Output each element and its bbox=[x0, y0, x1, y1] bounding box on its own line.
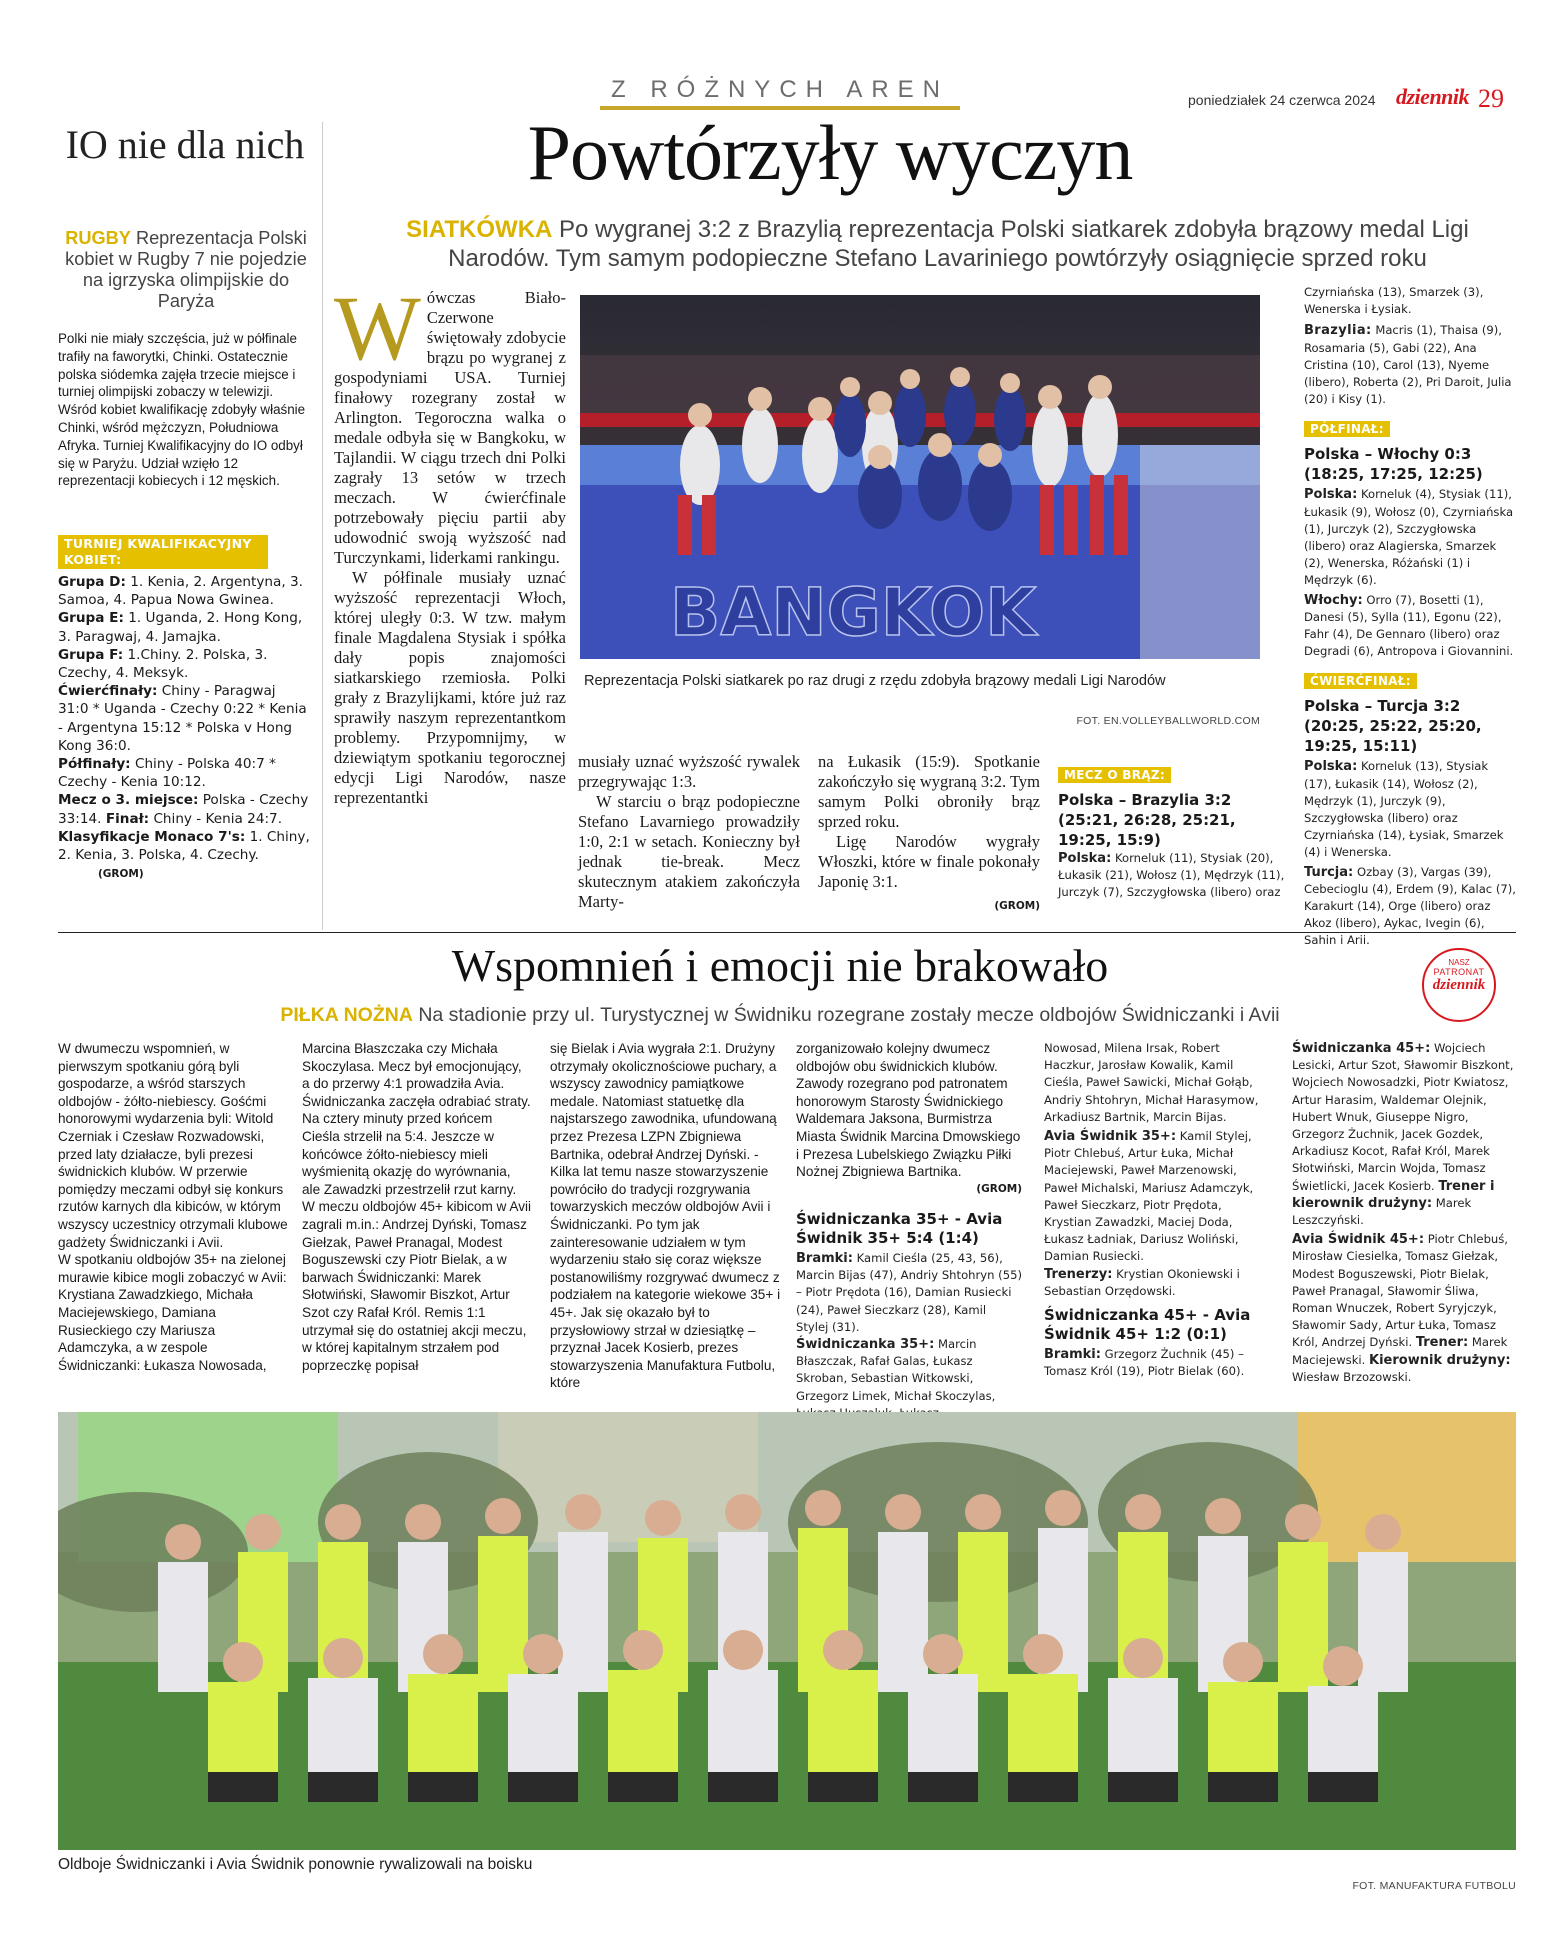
football-col6 bbox=[1292, 1040, 1516, 1386]
volley-col1-first: ówczas Biało-Czerwone świętowały zdobycie brązu po wygranej z gospodyniami USA. Turniej finałowy rozegrany został w Arlington. Tegoroczna walka o medale odbyła się w Bangkoku, w Tajlandii. W ciągu trzech dni Polki zagrały 13 setów w trzech meczach. W ćwierćfinale potrzebowały pięciu partii aby udowodnić swoją wyższość nad Turczynkami, liderkami rankingu. bbox=[334, 288, 566, 567]
volley-qf-tag: ĆWIERĆFINAŁ: bbox=[1304, 673, 1417, 689]
volley-col1-second: W półfinale musiały uznać wyższość reprezentacji Włoch, której uległy 0:3. W tzw. małym finale Magdalena Stysiak i spółka dały popis znajomości siatkarskiego rzemiosła. Polki grały z Brazylijkami, które już raz sprawiły naszym reprezentantkom problemy. Przypomnijmy, w dziewiątym spotkaniu tegorocznej edycji Ligi Narodów, nasze reprezentantki bbox=[334, 568, 566, 807]
rugby-author: (GROM) bbox=[98, 868, 144, 881]
rugby-body: Polki nie miały szczęścia, już w półfinale trafiły na faworytki, Chinki. Ostatecznie polska siódemka zajęła trzecie miejsce i turniej olimpijski zobaczy w telewizji. Wśród kobiet kwalifikację zdobyły właśnie Chinki, wśród mężczyzn, Południowa Afryka. Turniej Kwalifikacyjny do IO odbył się w Paryżu. Udział wzięło 12 reprezentacji kobiecych i 12 męskich. bbox=[58, 331, 306, 489]
football-col1-second: W spotkaniu oldbojów 35+ na zielonej murawie kibice mogli zobaczyć w Avii: Krystiana Zawadzkiego, Michała Maciejewskiego, Damiana Rusieckiego czy Mariusza Adamczyka, a w zespole Świdniczanki: Łukasza Nowosada, bbox=[58, 1252, 287, 1373]
football-col2-second: W meczu oldbojów 45+ kibicom w Avii zagrali m.in.: Andrzej Dyński, Tomasz Giełzak, Paweł Pranagal, Modest Boguszewski czy Piotr Bielak, a w barwach Świdniczanki: Marek Słotwiński, Sławomir Biszkot, Artur Szot czy Rafał Król. Remis 1:1 utrzymał się do ostatniej akcji meczu, w której kapitalnym strzałem pod poprzeczkę popisał bbox=[302, 1199, 532, 1373]
rugby-result-row: Grupa F: 1.Chiny. 2. Polska, 3. Czechy, 4. Meksyk. bbox=[58, 646, 268, 682]
patronage-badge-mid: PATRONAT bbox=[1433, 967, 1485, 977]
football-photo-illustration bbox=[58, 1412, 1516, 1850]
volley-col2-first: musiały uznać wyższość rywalek przegrywając 1:3. bbox=[578, 752, 800, 791]
svg-text:BANGKOK: BANGKOK bbox=[670, 574, 1037, 651]
volley-side-brazil: Brazylia: Macris (1), Thaisa (9), Rosamaria (5), Gabi (22), Ana Cristina (10), Carol (13), Nyeme (libero), Roberta (2), Pri Daroit, Julia (20) i Kisy (1). bbox=[1304, 323, 1512, 407]
issue-date: poniedziałek 24 czerwca 2024 bbox=[1188, 92, 1376, 108]
football-m2-goals: Bramki: Grzegorz Żuchnik (45) – Tomasz Król (19), Piotr Bielak (60). bbox=[1044, 1347, 1245, 1379]
volley-col3 bbox=[818, 752, 1040, 916]
volley-col2-second: W starciu o brąz podopieczne Stefano Lavarniego prowadziły 1:0, 2:1 w setach. Konieczny był jednak tie-break. Mecz skutecznym atakiem zakończyła Marty- bbox=[578, 792, 800, 911]
volley-photo-credit: FOT. EN.VOLLEYBALLWORLD.COM bbox=[1076, 715, 1260, 727]
volley-qf-poland: Polska: Korneluk (13), Stysiak (17), Łukasik (14), Wołosz (2), Mędrzyk (1), Jurczyk (9), Szczygłowska (libero) oraz Czyrniańska (14), Łysiak, Smarzek (4) i Wenerska. bbox=[1304, 759, 1504, 860]
football-col4 bbox=[796, 1040, 1022, 1198]
volley-bronze-box bbox=[1058, 766, 1286, 902]
page-number: 29 bbox=[1478, 84, 1504, 113]
football-col1 bbox=[58, 1040, 288, 1374]
football-m1-swidniczanka: Świdniczanka 35+: Marcin Błaszczak, Rafał Galas, Łukasz Skroban, Sebastian Witkowski, Grzegorz Limek, Michał Skoczylas, bbox=[796, 1337, 996, 1403]
football-m1-goals: Bramki: Kamil Cieśla (25, 43, 56), Marcin Bijas (47), Andriy Shtohryn (55) – Piotr Prędota (16), Damian Rusiecki (24), Paweł Sieczkarz (28), Kamil Stylej (31). bbox=[796, 1251, 1022, 1334]
volley-side-top: Czyrniańska (13), Smarzek (3), Wenerska i Łysiak. bbox=[1304, 285, 1484, 317]
football-col2-first: Marcina Błaszczaka czy Michała Skoczylasa. Mecz był emocjonujący, a do przerwy 4:1 prowadziła Avia. Świdniczanka zaczęła odrabiać straty. Na cztery minuty przed końcem Cieśla strzelił na 5:4. Jeszcze w końcówce żółto-niebiescy mieli wyśmienitą okazję do wyrównania, ale Zawadzki przestrzelił rzut karny. bbox=[302, 1041, 531, 1197]
football-col3: się Bielak i Avia wygrała 2:1. Drużyny otrzymały okolicznościowe puchary, a wszyscy zawodnicy pamiątkowe medale. Natomiast statuetkę dla najstarszego zawodnika, ufundowaną przez Prezesa LZPN Zbigniewa Bartnika, odebrał Andrzej Dyński. - Kilka lat temu nasze stowarzyszenie powróciło do tradycji rozgrywania towarzyskich meczów oldbojów Avii i Świdniczanki. Po tym jak zainteresowanie udziałem w tym wydarzeniu stało się coraz większe postanowiliśmy rozgrywać dwumecz z podziałem na kategorie wiekowe 35+ i 45+. Jak się okazało był to przysłowiowy strzał w dziesiątkę – przyznał Jacek Kosierb, prezes stowarzyszenia Manufaktura Futbolu, które bbox=[550, 1041, 781, 1391]
football-m2-avia: Avia Świdnik 45+: Piotr Chlebuś, Mirosław Ciesielka, Tomasz Giełzak, Modest Boguszewski, Piotr Bielak, Paweł Pranagal, Sławomir Śliwa, Roman Wnuczek, Robert Syryjczyk, Sławomir Sady, Artur Łuka, Tomasz Król, Andrzej Dyński. Trener: Marek Maciejewski. Kierownik drużyny: Wiesław Brzozowski. bbox=[1292, 1232, 1511, 1384]
football-m1-title: Świdniczanka 35+ - Avia Świdnik 35+ 5:4 (1:4) bbox=[796, 1210, 1003, 1247]
football-photo-credit: FOT. MANUFAKTURA FUTBOLU bbox=[1352, 1880, 1516, 1892]
rugby-lead bbox=[64, 228, 308, 312]
volley-bronze-poland: Polska: Korneluk (11), Stysiak (20), Łukasik (21), Wołosz (1), Mędrzyk (11), Jurczyk (7), Szczygłowska (libero) oraz bbox=[1058, 851, 1285, 900]
football-m1-avia: Avia Świdnik 35+: Kamil Stylej, Piotr Chlebuś, Artur Łuka, Michał Maciejewski, Paweł Marzenowski, Paweł Michalski, Mariusz Adamczyk, Paweł Sieczkarz, Piotr Prędota, Krystian Zawadzki, Maciej Doda, Łukasz Ładniak, Dariusz Woliński, Damian Rusiecki. bbox=[1044, 1129, 1254, 1264]
volley-semi-poland: Polska: Korneluk (4), Stysiak (11), Łukasik (9), Wołosz (0), Czyrniańska (1), Jurczyk (2), Szczygłowska (libero) oraz Alagierska, Smarzek (2), Wenerska, Różański (1) i Mędrzyk (6). bbox=[1304, 487, 1514, 588]
section-divider bbox=[58, 932, 1516, 933]
header-logo: dziennik bbox=[1396, 84, 1470, 109]
volley-lead-text: Po wygranej 3:2 z Brazylią reprezentacja Polski siatkarek zdobyła brązowy medal Ligi Narodów. Tym samym podopieczne Stefano Lavariniego powtórzyły osiągnięcie sprzed roku bbox=[448, 216, 1469, 272]
volley-photo-caption: Reprezentacja Polski siatkarek po raz drugi z rzędu zdobyła brązowy medali Ligi Narodów bbox=[584, 673, 1166, 689]
rugby-lead-tag: RUGBY bbox=[65, 228, 131, 248]
rugby-result-row: Klasyfikacje Monaco 7's: 1. Chiny, 2. Kenia, 3. Polska, 4. Czechy. (GROM) bbox=[58, 828, 310, 881]
volley-col3-first: na Łukasik (15:9). Spotkanie zakończyło się wygraną 3:2. Tym samym Polki obroniły brąz sprzed roku. bbox=[818, 752, 1040, 831]
volley-qf-block bbox=[1304, 672, 1516, 949]
volley-semi-italy: Włochy: Orro (7), Bosetti (1), Danesi (5), Sylla (11), Egonu (22), Fahr (4), De Gennaro (libero) oraz Degradi (6), Antropova i Giovannini. bbox=[1304, 592, 1514, 659]
volley-semi-title: Polska – Włochy 0:3 (18:25, 17:25, 12:25) bbox=[1304, 445, 1483, 484]
volley-photo-illustration bbox=[580, 295, 1260, 659]
volley-bronze-title: Polska – Brazylia 3:2 (25:21, 26:28, 25:21, 19:25, 15:9) bbox=[1058, 791, 1236, 849]
volley-author: (GROM) bbox=[994, 900, 1040, 912]
football-photo-caption: Oldboje Świdniczanki i Avia Świdnik ponownie rywalizowali na boisku bbox=[58, 1856, 533, 1873]
volley-side-column bbox=[1304, 284, 1516, 950]
volley-lead-tag: SIATKÓWKA bbox=[406, 216, 553, 243]
football-title: Wspomnień i emocji nie brakowało bbox=[451, 940, 1109, 991]
volley-dropcap: W bbox=[334, 277, 421, 379]
football-m2-swidniczanka: Świdniczanka 45+: Wojciech Lesicki, Artur Szot, Sławomir Biszkont, Wojciech Nowosadzki, Piotr Kwiatosz, Artur Harasim, Waldemar Olejnik, Hubert Wnuk, Giuseppe Nigro, Grzegorz Żuchnik, Jacek Gozdek, Arkadiusz Kocot, Rafał Król, Marek Słotwiński, Marcin Wojda, Tomasz Świetlicki, Jacek Kosierb. Trener i kierownik drużyny: Marek Leszczyński. bbox=[1292, 1041, 1514, 1228]
football-m2-title: Świdniczanka 45+ - Avia Świdnik 45+ 1:2 (0:1) bbox=[1044, 1306, 1251, 1344]
football-lead bbox=[130, 1003, 1430, 1027]
patronage-badge-logo: dziennik bbox=[1432, 977, 1486, 993]
football-team-photo bbox=[58, 1412, 1516, 1850]
volley-lead bbox=[355, 215, 1520, 273]
volley-semi-tag: PÓŁFINAŁ: bbox=[1304, 421, 1390, 437]
patronage-badge bbox=[1422, 948, 1496, 1022]
volley-qf-turkey: Turcja: Ozbay (3), Vargas (39), Cebecioglu (4), Erdem (9), Kalac (7), Karakurt (14), Orge (libero) oraz Akoz (libero), Aykac, Ivegin (6), Sahin i Arii. bbox=[1304, 864, 1516, 948]
patronage-badge-top: NASZ bbox=[1448, 958, 1470, 967]
section-header bbox=[600, 76, 960, 108]
football-author: (GROM) bbox=[976, 1182, 1022, 1195]
volley-col1 bbox=[334, 277, 566, 808]
section-title: Z RÓŻNYCH AREN bbox=[610, 76, 949, 103]
rugby-title bbox=[60, 118, 310, 171]
volley-col3-second: Ligę Narodów wygrały Włoszki, które w finale pokonały Japonię 3:1. bbox=[818, 832, 1040, 891]
rugby-result-row: Mecz o 3. miejsce: Polska - Czechy 33:14. Finał: Chiny - Kenia 24:7. bbox=[58, 792, 309, 827]
rugby-result-row: Grupa E: 1. Uganda, 2. Hong Kong, 3. Paragwaj, 4. Jamajka. bbox=[58, 610, 303, 645]
football-col2 bbox=[302, 1040, 532, 1374]
football-col5 bbox=[1044, 1040, 1262, 1380]
volley-col2 bbox=[578, 752, 800, 912]
rugby-results bbox=[58, 573, 310, 883]
rugby-result-row: Grupa D: 1. Kenia, 2. Argentyna, 3. Samoa, 4. Papua Nowa Gwinea. bbox=[58, 574, 303, 609]
rugby-box-tag bbox=[58, 535, 268, 569]
football-col1-first: W dwumeczu wspomnień, w pierwszym spotkaniu górą byli gospodarze, a wśród starszych oldbojów - żółto-niebiescy. Gośćmi honorowymi wydarzenia byli: Witold Czerniak i Czesław Rozwadowski, przed laty działacze, byli prezesi świdnickich klubów. W przerwie pomiędzy meczami odbył się konkurs rzutów karnych dla kibiców, w którym wszyscy uczestnicy otrzymali klubowe gadżety Świdniczanki i Avii. bbox=[58, 1041, 288, 1250]
volley-bronze-tag: MECZ O BRĄZ: bbox=[1058, 767, 1171, 783]
volley-semi-block bbox=[1304, 420, 1516, 660]
volley-qf-title: Polska – Turcja 3:2 (20:25, 25:22, 25:20, 19:25, 15:11) bbox=[1304, 697, 1482, 756]
volley-team-photo bbox=[580, 295, 1260, 659]
rugby-result-row: Półfinały: Chiny - Polska 40:7 * Czechy - Kenia 10:12. bbox=[58, 756, 276, 791]
football-match1 bbox=[796, 1210, 1022, 1422]
football-col4-text: zorganizowało kolejny dwumecz oldbojów obu świdnickich klubów. Zawody rozegrano pod patronatem honorowym Starosty Świdnickiego Waldemara Jaksona, Burmistrza Miasta Świdnik Marcina Dmowskiego i Prezesa Lubelskiego Związku Piłki Nożnej Zbigniewa Bartnika. bbox=[796, 1041, 1021, 1180]
football-lead-tag: PIŁKA NOŻNA bbox=[280, 1004, 413, 1026]
rugby-lead-text: Reprezentacja Polski kobiet w Rugby 7 nie pojedzie na igrzyska olimpijskie do Paryża bbox=[65, 228, 307, 311]
divider-rugby bbox=[322, 122, 323, 930]
football-lead-text: Na stadionie przy ul. Turystycznej w Świdniku rozegrane zostały mecze oldbojów Świdniczanki i Avii bbox=[418, 1004, 1280, 1026]
rugby-title-text: IO nie dla nich bbox=[65, 122, 305, 167]
volley-title: Powtórzyły wyczyn bbox=[527, 109, 1133, 196]
football-m1-coaches: Trenerzy: Krystian Okoniewski i Sebastian Orzędowski. bbox=[1044, 1266, 1240, 1298]
rugby-box-tag-text: TURNIEJ KWALIFIKACYJNY KOBIET: bbox=[58, 535, 268, 569]
football-col5-top: Nowosad, Milena Irsak, Robert Haczkur, Jarosław Kowalik, Kamil Cieśla, Paweł Sawicki, Michał Gołąb, Andriy Shtohryn, Michał Harasymow, Arkadiusz Bartnik, Marcin Bijas. bbox=[1044, 1041, 1259, 1124]
rugby-result-row: Ćwierćfinały: Chiny - Paragwaj 31:0 * Uganda - Czechy 0:22 * Kenia - Argentyna 15:12 * Polska v Hong Kong 36:0. bbox=[58, 683, 307, 754]
